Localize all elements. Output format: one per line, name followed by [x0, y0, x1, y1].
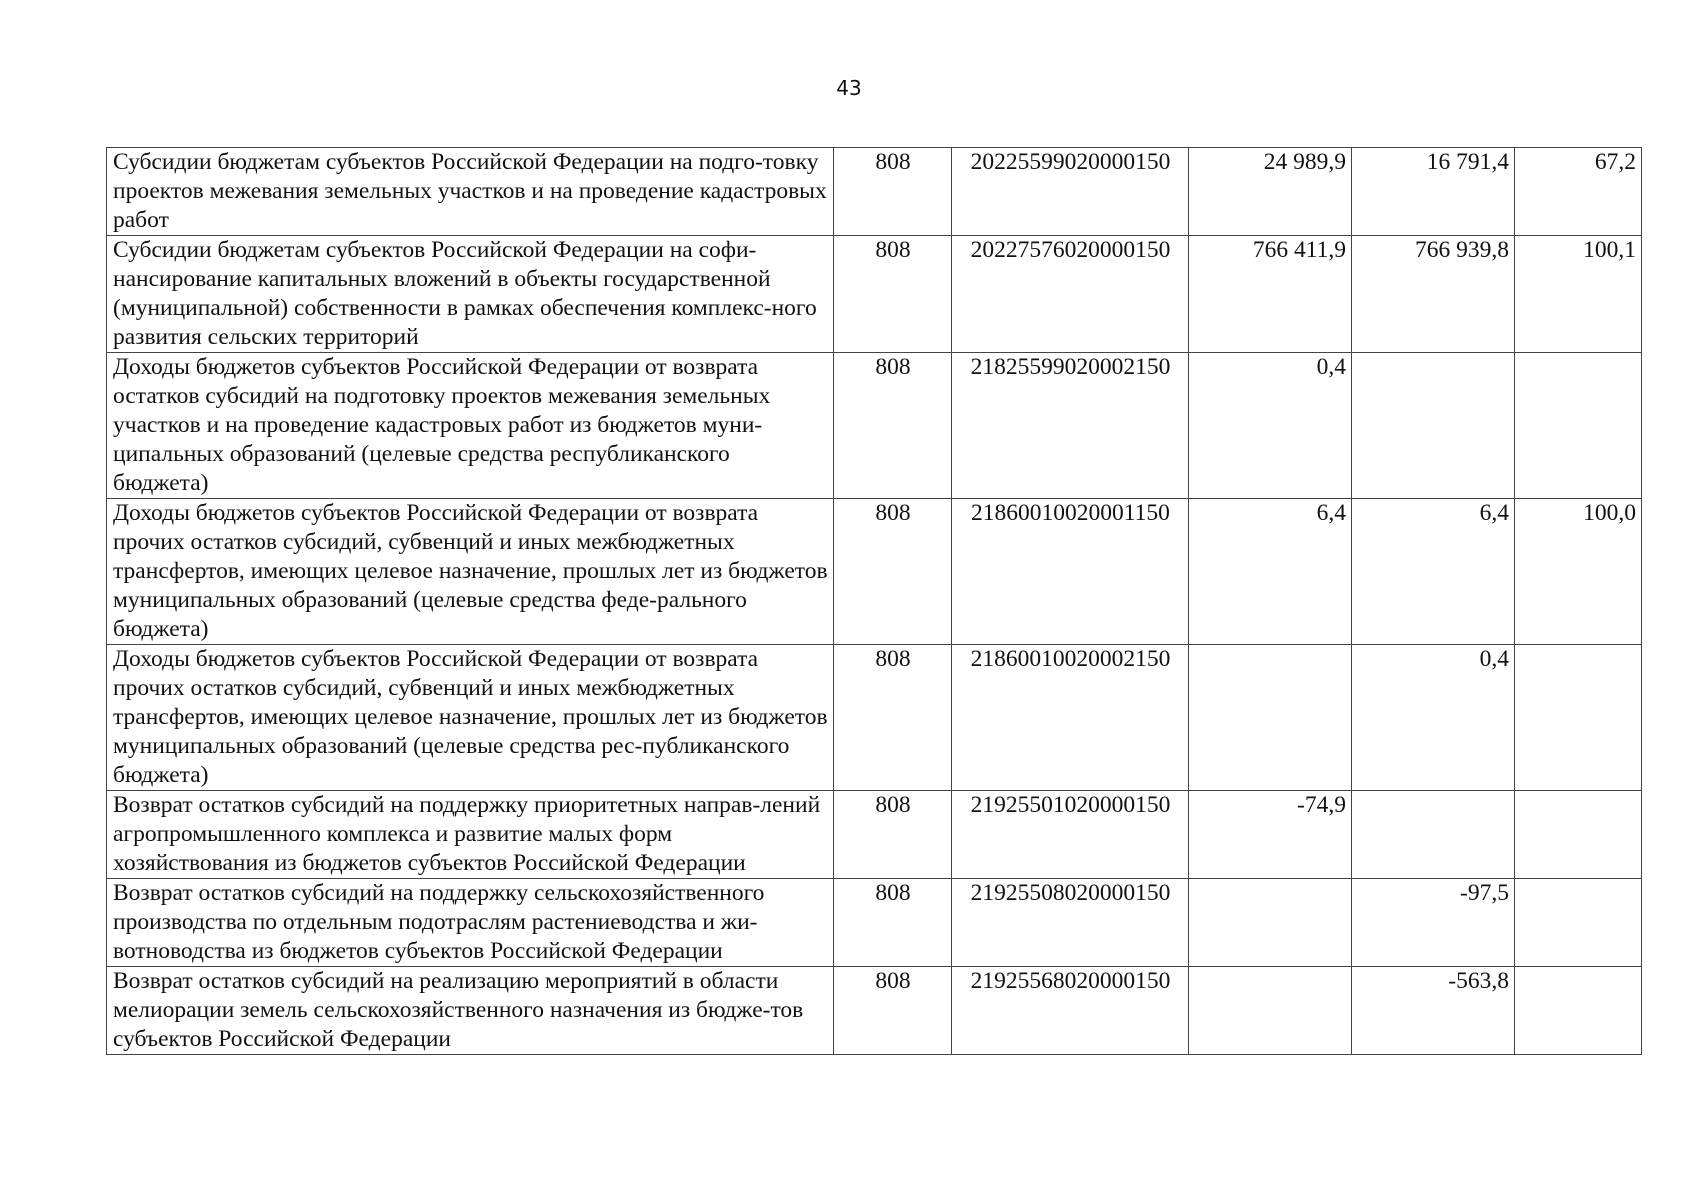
revenue-description-cell: Возврат остатков субсидий на поддержку сельскохозяйственного производства по отдельным подотраслям растениеводства и жи-вотноводства из бюджетов субъектов Российской Федерации — [107, 879, 834, 967]
actual-amount-cell: -97,5 — [1352, 879, 1515, 967]
budget-classification-code-cell: 21860010020002150 — [952, 645, 1189, 791]
admin-code-cell: 808 — [834, 645, 952, 791]
budget-classification-code-cell: 21925501020000150 — [952, 791, 1189, 879]
plan-amount-cell: -74,9 — [1189, 791, 1352, 879]
revenue-description-cell: Субсидии бюджетам субъектов Российской Федерации на подго-товку проектов межевания земельных участков и на проведение кадастровых работ — [107, 148, 834, 236]
budget-classification-code-cell: 21925568020000150 — [952, 967, 1189, 1055]
actual-amount-cell: 766 939,8 — [1352, 236, 1515, 353]
plan-amount-cell: 24 989,9 — [1189, 148, 1352, 236]
admin-code-cell: 808 — [834, 236, 952, 353]
budget-classification-code-cell: 21925508020000150 — [952, 879, 1189, 967]
revenue-description-cell: Возврат остатков субсидий на поддержку приоритетных направ-лений агропромышленного комплекса и развитие малых форм хозяйствования из бюджетов субъектов Российской Федерации — [107, 791, 834, 879]
execution-percent-cell: 100,1 — [1515, 236, 1642, 353]
actual-amount-cell: 16 791,4 — [1352, 148, 1515, 236]
admin-code-cell: 808 — [834, 967, 952, 1055]
actual-amount-cell — [1352, 791, 1515, 879]
admin-code-cell: 808 — [834, 791, 952, 879]
execution-percent-cell: 100,0 — [1515, 499, 1642, 645]
plan-amount-cell — [1189, 879, 1352, 967]
execution-percent-cell — [1515, 353, 1642, 499]
plan-amount-cell: 766 411,9 — [1189, 236, 1352, 353]
revenue-description-cell: Доходы бюджетов субъектов Российской Федерации от возврата прочих остатков субсидий, субвенций и иных межбюджетных трансфертов, имеющих целевое назначение, прошлых лет из бюджетов муниципальных образований (целевые средства феде-рального бюджета) — [107, 499, 834, 645]
budget-classification-code-cell: 21860010020001150 — [952, 499, 1189, 645]
actual-amount-cell: 0,4 — [1352, 645, 1515, 791]
revenue-description-cell: Доходы бюджетов субъектов Российской Федерации от возврата остатков субсидий на подготовку проектов межевания земельных участков и на проведение кадастровых работ из бюджетов муни-ципальных образований (целевые средства республиканского бюджета) — [107, 353, 834, 499]
table-row — [107, 791, 1642, 879]
execution-percent-cell — [1515, 879, 1642, 967]
revenue-description-cell: Доходы бюджетов субъектов Российской Федерации от возврата прочих остатков субсидий, субвенций и иных межбюджетных трансфертов, имеющих целевое назначение, прошлых лет из бюджетов муниципальных образований (целевые средства рес-публиканского бюджета) — [107, 645, 834, 791]
budget-revenue-table — [106, 147, 1642, 1055]
plan-amount-cell: 0,4 — [1189, 353, 1352, 499]
execution-percent-cell — [1515, 967, 1642, 1055]
plan-amount-cell — [1189, 645, 1352, 791]
admin-code-cell: 808 — [834, 353, 952, 499]
revenue-description-cell: Возврат остатков субсидий на реализацию мероприятий в области мелиорации земель сельскохозяйственного назначения из бюдже-тов субъектов Российской Федерации — [107, 967, 834, 1055]
plan-amount-cell: 6,4 — [1189, 499, 1352, 645]
budget-classification-code-cell: 20225599020000150 — [952, 148, 1189, 236]
execution-percent-cell — [1515, 645, 1642, 791]
table-row — [107, 148, 1642, 236]
table-row — [107, 645, 1642, 791]
actual-amount-cell: -563,8 — [1352, 967, 1515, 1055]
budget-classification-code-cell: 21825599020002150 — [952, 353, 1189, 499]
revenue-description-cell: Субсидии бюджетам субъектов Российской Федерации на софи-нансирование капитальных вложений в объекты государственной (муниципальной) собственности в рамках обеспечения комплекс-ного развития сельских территорий — [107, 236, 834, 353]
plan-amount-cell — [1189, 967, 1352, 1055]
table-row — [107, 879, 1642, 967]
table-row — [107, 353, 1642, 499]
admin-code-cell: 808 — [834, 499, 952, 645]
table-row — [107, 499, 1642, 645]
table-row — [107, 236, 1642, 353]
actual-amount-cell — [1352, 353, 1515, 499]
execution-percent-cell: 67,2 — [1515, 148, 1642, 236]
execution-percent-cell — [1515, 791, 1642, 879]
actual-amount-cell: 6,4 — [1352, 499, 1515, 645]
admin-code-cell: 808 — [834, 148, 952, 236]
admin-code-cell: 808 — [834, 879, 952, 967]
table-row — [107, 967, 1642, 1055]
budget-classification-code-cell: 20227576020000150 — [952, 236, 1189, 353]
page-number: 43 — [836, 76, 862, 100]
